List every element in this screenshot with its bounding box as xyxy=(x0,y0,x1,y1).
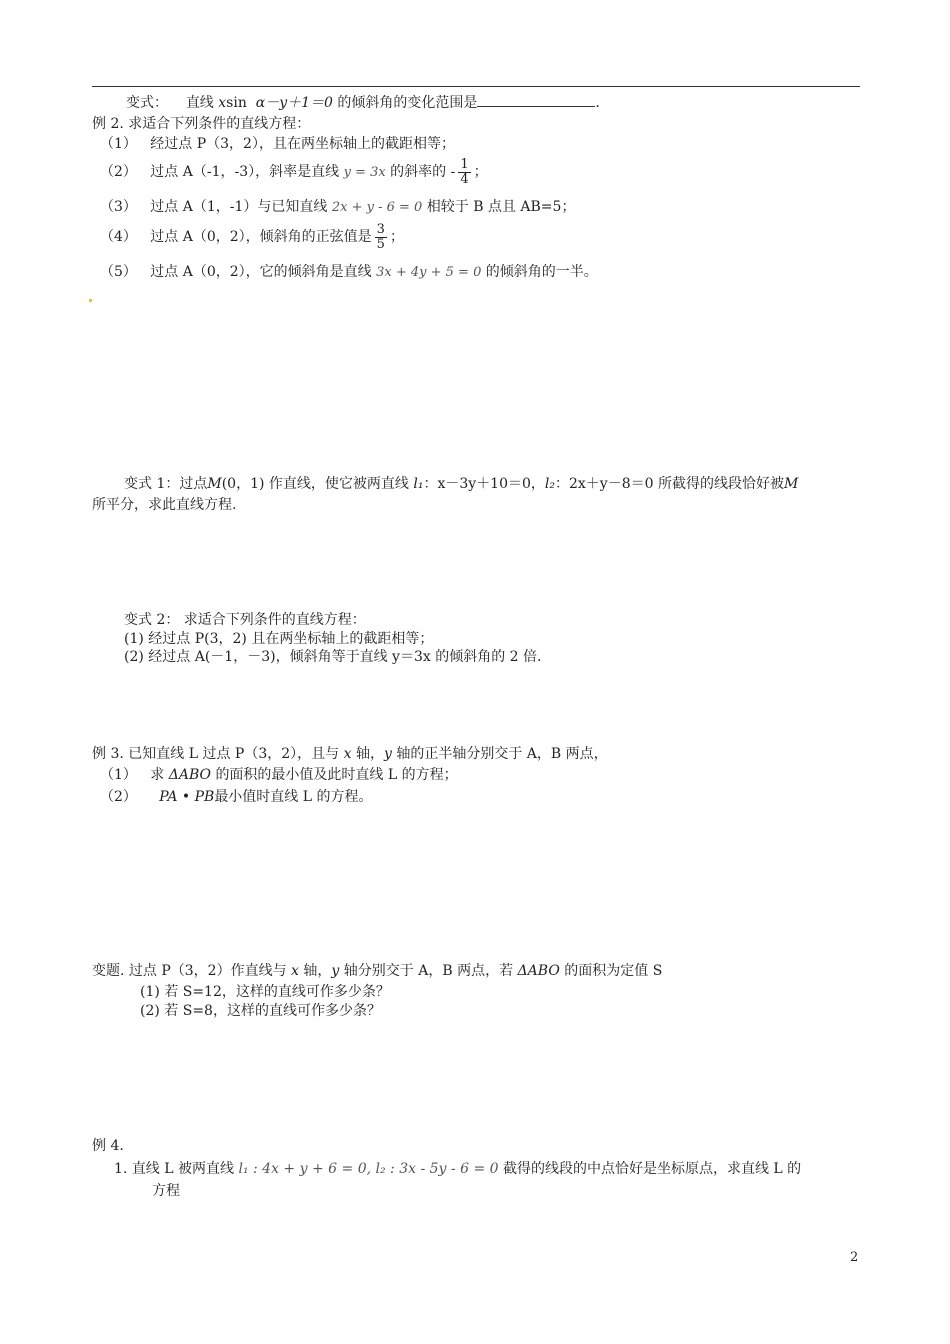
variant0-label: 变式： xyxy=(126,95,168,111)
ex4-item-1-cont: 方程 xyxy=(152,1183,180,1199)
text: (0，1) 作直线，使它被两直线 xyxy=(221,476,409,492)
item-number: （5） xyxy=(100,264,137,280)
item-math: 3x + 4y + 5 = 0 xyxy=(376,265,482,280)
ex4-title: 例 4. xyxy=(92,1138,124,1154)
ex2-title: 例 2. 求适合下列条件的直线方程： xyxy=(92,116,311,132)
item-text: 过点 A（-1，-3），斜率是直线 xyxy=(150,164,340,180)
text: 轴分别交于 A，B 两点，若 xyxy=(343,963,514,979)
item-number: （4） xyxy=(100,229,137,245)
ex4-item-1 xyxy=(114,1160,801,1178)
ex3-title xyxy=(92,745,608,763)
text: 轴， xyxy=(303,963,332,979)
variant2-item-1: (1) 经过点 P(3，2) 且在两坐标轴上的截距相等； xyxy=(124,631,434,647)
text: 截得的线段的中点恰好是坐标原点，求直线 L 的 xyxy=(502,1161,802,1177)
answer-blank xyxy=(477,94,595,107)
item-number: 1. xyxy=(114,1161,128,1177)
axis-y: y xyxy=(331,963,340,979)
ex2-item-2 xyxy=(100,154,488,191)
fraction-numerator: 3 xyxy=(376,221,385,237)
item-text: 过点 A（0，2），倾斜角的正弦值是 xyxy=(150,229,372,245)
item-text: 经过点 P（3，2），且在两坐标轴上的截距相等； xyxy=(150,136,455,152)
item-number: （1） xyxy=(100,767,137,783)
ex3-item-1 xyxy=(100,766,458,784)
item-text: 相较于 B 点且 AB=5； xyxy=(426,199,576,215)
text: 例 3. 已知直线 L 过点 P（3，2），且与 xyxy=(92,746,340,762)
variant2-title: 变式 2： 求适合下列条件的直线方程： xyxy=(124,612,366,628)
item-text: 的倾斜角的一半。 xyxy=(485,264,598,280)
variant-q-item-1: (1) 若 S=12，这样的直线可作多少条？ xyxy=(140,984,390,1000)
axis-x: x xyxy=(291,963,299,979)
text: 轴的正半轴分别交于 A，B 两点， xyxy=(396,746,608,762)
point-m: M xyxy=(783,476,799,492)
item-number: （2） xyxy=(100,164,137,180)
item-text: 过点 A（1，-1）与已知直线 xyxy=(150,199,328,215)
text: 变式 1：过点 xyxy=(124,476,208,492)
stray-dot xyxy=(89,299,92,302)
variant0-text-a: 直线 xyxy=(185,95,214,111)
fraction xyxy=(375,223,387,252)
line-l2: l₂ xyxy=(544,476,555,492)
text: 最小值时直线 L 的方程。 xyxy=(214,789,373,805)
triangle-abo: ΔABO xyxy=(517,963,560,979)
variant-q-item-2: (2) 若 S=8，这样的直线可作多少条？ xyxy=(140,1003,381,1019)
text: ：x－3y＋10＝0， xyxy=(423,476,545,492)
line-l1: l₁ xyxy=(413,476,424,492)
text: 轴， xyxy=(355,746,384,762)
ex3-item-2 xyxy=(100,788,373,806)
fraction-denominator: 5 xyxy=(376,236,385,252)
item-math: 2x + y - 6 = 0 xyxy=(331,200,423,215)
item-number: （2） xyxy=(100,789,137,805)
variant1-line2: 所平分，求此直线方程. xyxy=(92,497,237,513)
variant0-math2: α－y＋1＝0 xyxy=(255,95,333,111)
top-rule xyxy=(92,86,860,87)
variant0-text-c: 的倾斜角的变化范围是 xyxy=(337,95,478,111)
fraction-numerator: 1 xyxy=(460,156,469,172)
fraction-denominator: 4 xyxy=(460,171,469,187)
ex2-item-3 xyxy=(100,198,575,217)
item-number: （1） xyxy=(100,136,137,152)
pa-pb-product: PA • PB xyxy=(159,789,215,805)
ex2-item-4 xyxy=(100,219,404,255)
item-end: ； xyxy=(389,229,404,245)
text: 直线 L 被两直线 xyxy=(131,1161,235,1177)
text: 的面积的最小值及此时直线 L 的方程； xyxy=(215,767,458,783)
variant2-item-2: (2) 经过点 A(－1，－3)，倾斜角等于直线 y＝3x 的倾斜角的 2 倍. xyxy=(124,649,542,665)
item-text: 过点 A（0，2），它的倾斜角是直线 xyxy=(150,264,372,280)
variant1-line1 xyxy=(124,475,798,493)
ex2-item-1 xyxy=(100,135,455,153)
variant0-line xyxy=(126,94,600,112)
item-text: 的斜率的 - xyxy=(390,164,456,180)
variant0-text-b: sin xyxy=(226,95,247,111)
item-math: y = 3x xyxy=(343,165,386,180)
text: 变题. 过点 P（3，2）作直线与 xyxy=(92,963,287,979)
fraction xyxy=(458,158,470,187)
point-m: M xyxy=(207,476,222,492)
text: 的面积为定值 S xyxy=(564,963,663,979)
ex2-item-5 xyxy=(100,263,598,282)
text: ：2x＋y－8＝0 所截得的线段恰好被 xyxy=(554,476,784,492)
item-end: ； xyxy=(473,164,488,180)
variant0-end: . xyxy=(595,95,600,111)
axis-x: x xyxy=(343,746,352,762)
axis-y: y xyxy=(383,746,392,762)
item-math: l₁ : 4x + y + 6 = 0, l₂ : 3x - 5y - 6 = 0 xyxy=(238,1161,499,1177)
variant0-math: x xyxy=(218,95,227,111)
variant-q-title xyxy=(92,962,662,980)
page-number: 2 xyxy=(850,1250,859,1265)
text: 求 xyxy=(150,767,165,783)
triangle-abo: ΔABO xyxy=(168,767,211,783)
item-number: （3） xyxy=(100,199,137,215)
